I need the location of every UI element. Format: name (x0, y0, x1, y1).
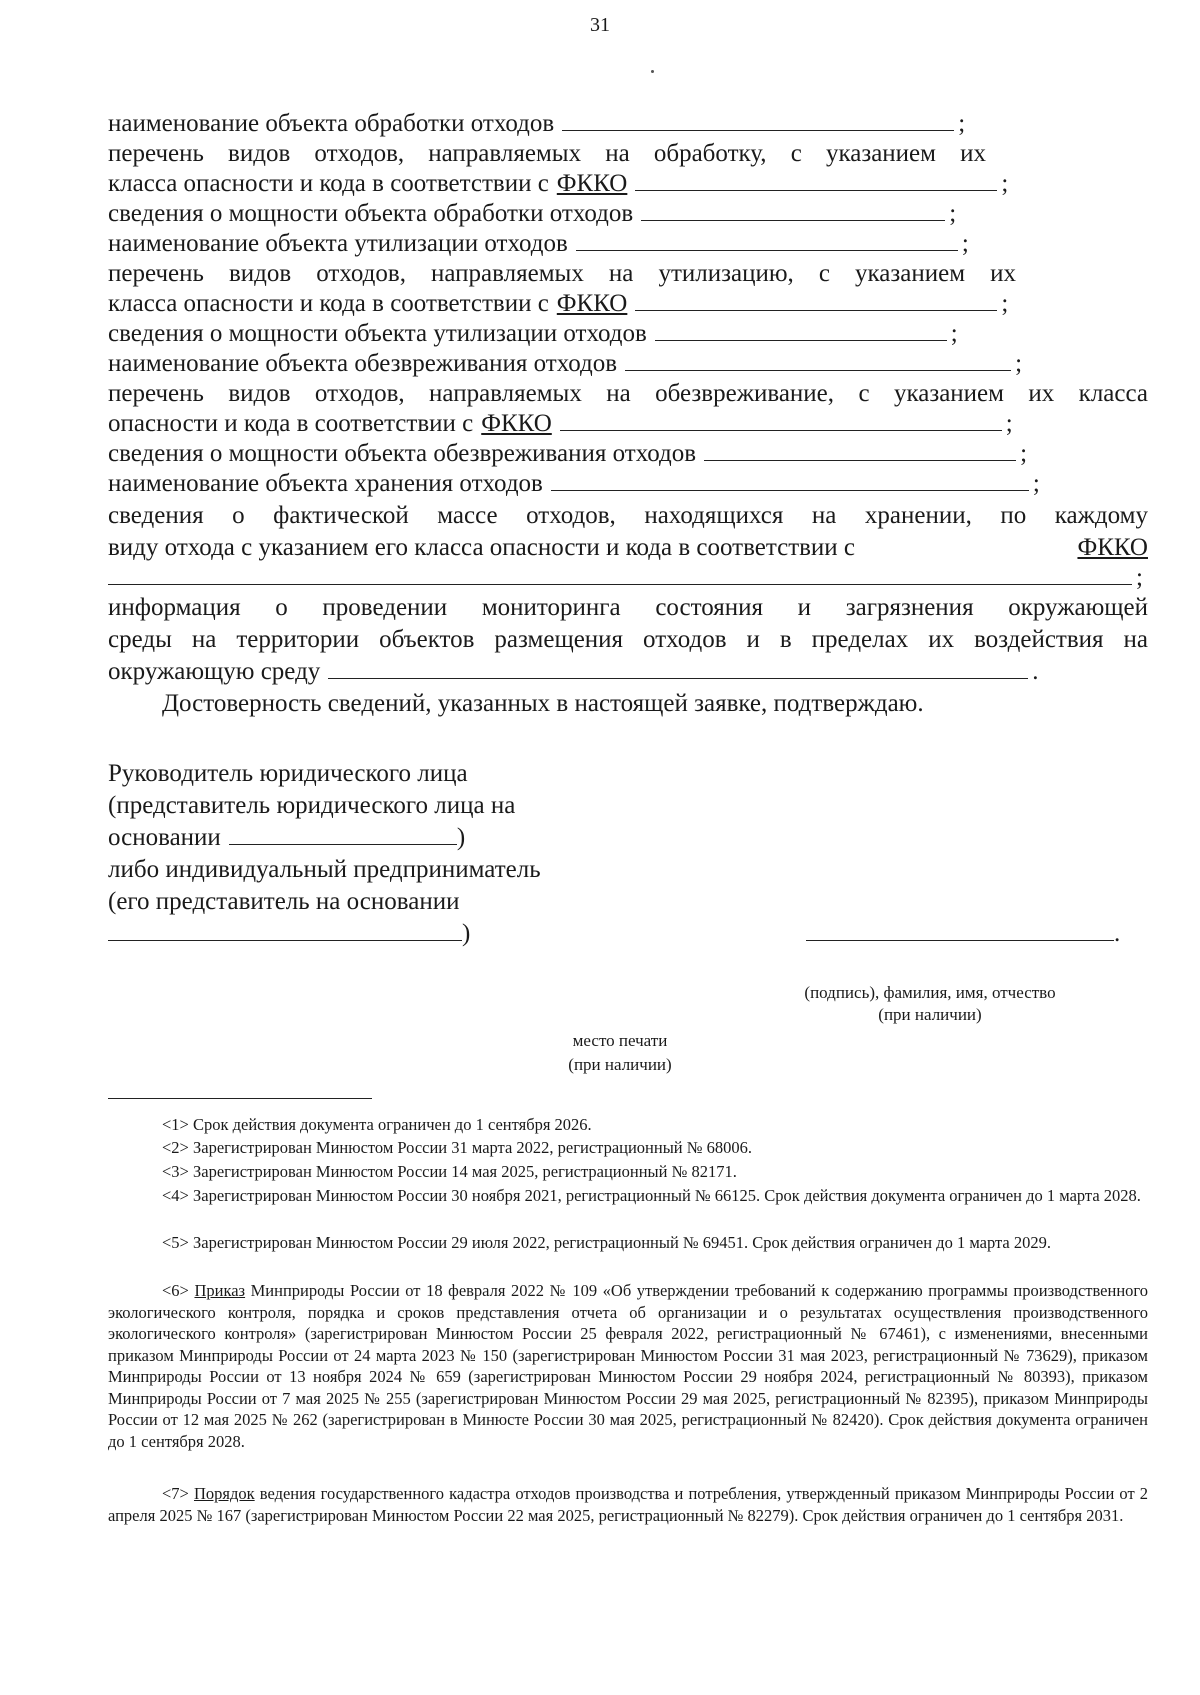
line-utilization-object: наименование объекта утилизации отходов ; (108, 230, 969, 257)
fill-blank[interactable] (641, 198, 945, 221)
stamp-place: место печати (572, 1031, 668, 1050)
line-monitoring: информация о проведении мониторинга состояния и загрязнения окружающей (108, 594, 1148, 621)
fill-blank[interactable] (655, 318, 947, 341)
basis-blank[interactable] (108, 918, 462, 941)
line-neutralization-class: опасности и кода в соответствии с ФККО ; (108, 408, 1148, 440)
line-monitoring-3: окружающую среду . (108, 658, 1039, 685)
page-number: 31 (590, 14, 610, 36)
fill-blank[interactable] (562, 108, 954, 131)
line-utilization-wastes: перечень видов отходов, направляемых на утилизацию, с указанием их (108, 260, 1016, 287)
footnote-6: <6> Приказ Минприроды России от 18 февраля 2022 № 109 «Об утверждении требований к содержанию программы производственного экологического контроля, порядка и сроков представления отчета об организации и о результатах осуществления производственного экологического контроля» (зарегистрирован Минюстом России 25 февраля 2022, регистрационный № 67461), с изменениями, внесенными приказом Минприроды России от 24 марта 2023 № 150 (зарегистрирован Минюстом России 31 мая 2023, регистрационный № 73629), приказом Минприроды России от 13 ноября 2024 № 659 (зарегистрирован Минюстом России 29 ноября 2024, регистрационный № 80393), приказом Минприроды России от 7 мая 2025 № 255 (зарегистрирован Минюстом России 29 мая 2025, регистрационный № 82395), приказом Минприроды России от 12 мая 2025 № 262 (зарегистрирован в Минюсте России 30 мая 2025, регистрационный № 82420). Срок действия документа ограничен до 1 сентября 2028. (108, 1281, 1149, 1451)
signature-line-1: Руководитель юридического лица (108, 760, 468, 787)
signature-line-6: ) (108, 918, 470, 950)
fill-blank[interactable] (551, 468, 1029, 491)
fill-blank[interactable] (328, 656, 1028, 679)
signature-caption: (подпись), фамилия, имя, отчество (804, 983, 1056, 1002)
signature-field: . (806, 918, 1120, 950)
line-storage-blank: ; (108, 562, 1148, 594)
fill-blank[interactable] (560, 408, 1002, 431)
signature-line-3: основании ) (108, 824, 466, 851)
scan-speck (651, 70, 654, 73)
line-utilization-capacity: сведения о мощности объекта утилизации отходов ; (108, 320, 958, 347)
procedure-link[interactable]: Порядок (193, 1484, 255, 1503)
line-storage-mass: сведения о фактической массе отходов, находящихся на хранении, по каждому (108, 502, 1148, 529)
fill-blank[interactable] (576, 228, 958, 251)
signature-blank[interactable] (806, 918, 1114, 941)
fill-blank[interactable] (108, 562, 1132, 585)
footnote-rule (108, 1098, 372, 1099)
footnote-2: <2> Зарегистрирован Минюстом России 31 марта 2022, регистрационный № 68006. (162, 1138, 753, 1157)
line-neutralization-object: наименование объекта обезвреживания отходов ; (108, 350, 1023, 377)
line-processing-class: класса опасности и кода в соответствии с ФККО ; (108, 168, 1148, 200)
footnote-4: <4> Зарегистрирован Минюстом России 30 ноября 2021, регистрационный № 66125. Срок действия документа ограничен до 1 марта 2028. (162, 1186, 1141, 1205)
fill-blank[interactable] (635, 168, 997, 191)
signature-caption-presence: (при наличии) (878, 1005, 982, 1024)
order-link[interactable]: Приказ (194, 1281, 246, 1300)
line-processing-capacity: сведения о мощности объекта обработки отходов ; (108, 200, 957, 227)
footnote-5: <5> Зарегистрирован Минюстом России 29 июля 2022, регистрационный № 69451. Срок действия ограничен до 1 марта 2029. (162, 1233, 1051, 1252)
fill-blank[interactable] (704, 438, 1016, 461)
confirmation-statement: Достоверность сведений, указанных в настоящей заявке, подтверждаю. (162, 690, 924, 717)
line-utilization-class: класса опасности и кода в соответствии с ФККО ; (108, 288, 1148, 320)
fill-blank[interactable] (625, 348, 1011, 371)
fill-blank[interactable] (635, 288, 997, 311)
footnote-7: <7> Порядок ведения государственного кадастра отходов производства и потребления, утвержденный приказом Минприроды России от 2 апреля 2025 № 167 (зарегистрирован Минюстом России 22 мая 2025, регистрационный № 82279). Срок действия ограничен до 1 сентября 2031. (108, 1484, 1149, 1525)
line-neutralization-capacity: сведения о мощности объекта обезвреживания отходов ; (108, 440, 1028, 467)
fkko-link[interactable]: ФККО (1077, 534, 1148, 561)
line-storage-mass-2: виду отхода с указанием его класса опасности и кода в соответствии с ФККО (108, 532, 1148, 564)
signature-line-4: либо индивидуальный предприниматель (108, 856, 541, 883)
line-neutralization-wastes: перечень видов отходов, направляемых на обезвреживание, с указанием их класса (108, 380, 1148, 407)
footnote-3: <3> Зарегистрирован Минюстом России 14 мая 2025, регистрационный № 82171. (162, 1162, 737, 1181)
line-storage-object: наименование объекта хранения отходов ; (108, 470, 1040, 497)
basis-blank[interactable] (229, 822, 457, 845)
fkko-link[interactable]: ФККО (481, 410, 552, 437)
line-processing-object: наименование объекта обработки отходов ; (108, 110, 966, 137)
fkko-link[interactable]: ФККО (556, 170, 628, 197)
stamp-presence: (при наличии) (568, 1055, 672, 1074)
footnote-1: <1> Срок действия документа ограничен до 1 сентября 2026. (162, 1115, 592, 1134)
fkko-link[interactable]: ФККО (556, 290, 628, 317)
signature-line-2: (представитель юридического лица на (108, 792, 516, 819)
signature-line-5: (его представитель на основании (108, 888, 460, 915)
line-processing-wastes: перечень видов отходов, направляемых на обработку, с указанием их (108, 140, 986, 167)
line-monitoring-2: среды на территории объектов размещения отходов и в пределах их воздействия на (108, 626, 1148, 653)
